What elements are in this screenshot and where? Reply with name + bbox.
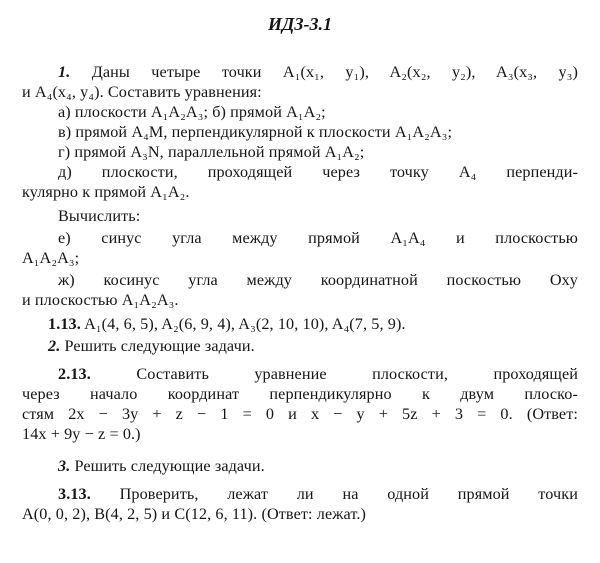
task2-problem-number: 2.13. xyxy=(58,365,91,383)
task1-intro-line-1 xyxy=(58,62,578,82)
task3-text-2: A(0, 0, 2), B(4, 2, 5) и C(12, 6, 11). (Ответ: лежат.) xyxy=(22,505,366,523)
task3-heading-line xyxy=(58,456,265,476)
task1-variant-line xyxy=(48,314,406,334)
task1-item-d-2: кулярно к прямой A₁A₂. xyxy=(22,183,190,201)
task3-heading: Решить следующие задачи. xyxy=(74,457,265,475)
task2-heading: Решить следующие задачи. xyxy=(64,337,255,355)
task1-item-a: а) плоскости A₁A₂A₃; б) прямой A₁A₂; xyxy=(58,103,326,121)
task3-text-1: Проверить, лежат ли на одной прямой точки xyxy=(119,485,578,503)
task1-intro-2: и A₄(x₄, y₄). Составить уравнения: xyxy=(22,83,262,101)
task1-item-g: г) прямой A₃N, параллельной прямой A₁A₂; xyxy=(58,143,365,161)
task2-text-2: через начало координат перпендикулярно к двум плоско- xyxy=(22,385,578,403)
task2-text-line-1 xyxy=(58,364,578,384)
task1-compute-label: Вычислить: xyxy=(58,207,141,225)
task1-variant-number: 1.13. xyxy=(48,315,81,333)
task2-number: 2. xyxy=(48,337,61,355)
task3-problem-number: 3.13. xyxy=(58,485,91,503)
task1-variant-data: A₁(4, 6, 5), A₂(6, 9, 4), A₃(2, 10, 10), A₄(7, 5, 9). xyxy=(84,315,406,333)
task1-number: 1. xyxy=(58,63,71,81)
page-title: ИДЗ-3.1 xyxy=(268,14,332,34)
task1-intro-1: Даны четыре точки A₁(x₁, y₁), A₂(x₂, y₂), A₃(x₃, y₃) xyxy=(91,63,578,81)
task3-text-line-1 xyxy=(58,484,578,504)
task1-item-e-1: е) синус угла между прямой A₁A₄ и плоскостью xyxy=(58,229,578,247)
task1-item-zh-1: ж) косинус угла между координатной поскостью Oxy xyxy=(58,271,578,289)
task2-text-4: 14x + 9y − z = 0.) xyxy=(22,425,141,443)
task2-text-1: Составить уравнение плоскости, проходящей xyxy=(136,365,578,383)
task1-item-v: в) прямой A₄M, перпендикулярной к плоскости A₁A₂A₃; xyxy=(58,123,453,141)
task1-item-zh-2: и плоскостью A₁A₂A₃. xyxy=(22,291,179,309)
task2-heading-line xyxy=(48,336,255,356)
task3-number: 3. xyxy=(58,457,71,475)
task2-text-3: стям 2x − 3y + z − 1 = 0 и x − y + 5z + 3 = 0. (Ответ: xyxy=(22,405,578,423)
task1-item-d-1: д) плоскости, проходящей через точку A₄ перпенди- xyxy=(58,163,578,181)
task1-item-e-2: A₁A₂A₃; xyxy=(22,249,80,267)
